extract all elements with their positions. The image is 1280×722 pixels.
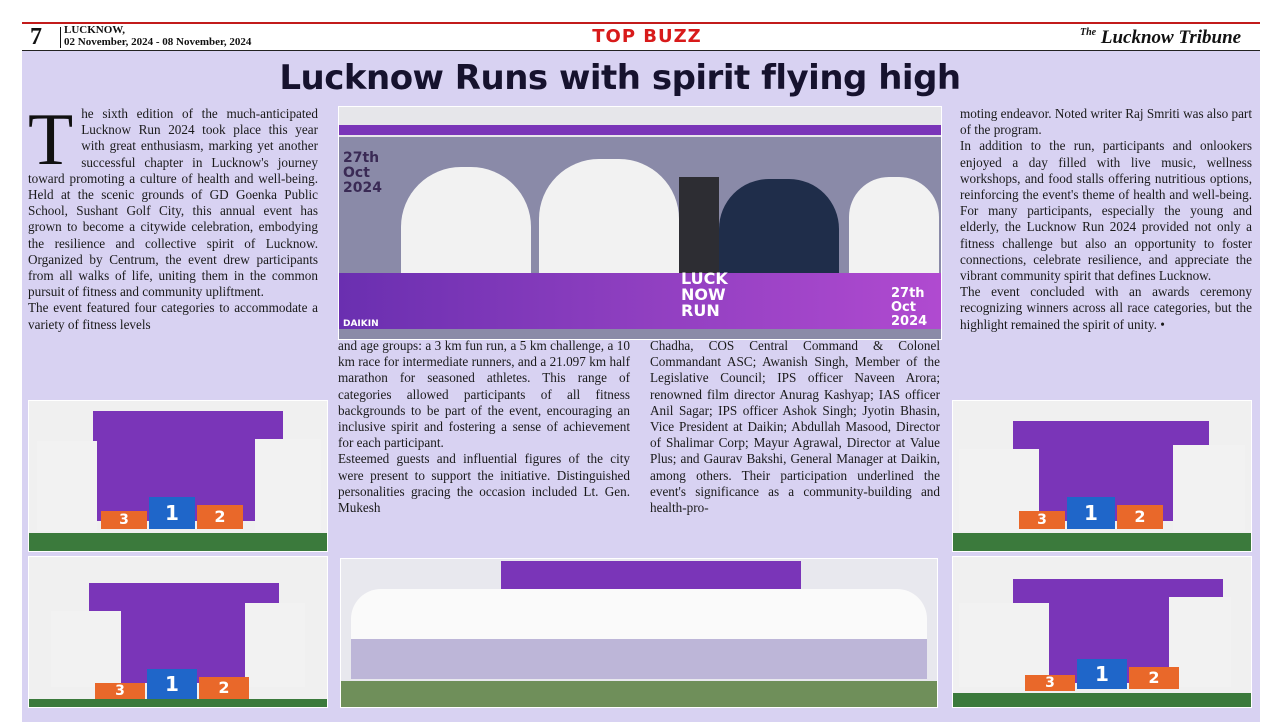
article-column-2 <box>338 338 630 550</box>
article-paragraph: The event featured four categories to accommodate a variety of fitness levels <box>28 300 318 332</box>
article-paragraph: he sixth edition of the much-anticipated Lucknow Run 2024 took place this year with great enthusiasm, marking yet another successful chapter in Lucknow's journey toward promoting a culture of health and well-being. Held at the scenic grounds of GD Goenka Public School, Sushant Golf City, this annual event has grown to become a citywide celebration, embodying the resilience and collective spirit of Lucknow. Organized by Centrum, the event drew participants from all walks of life, uniting them in the common pursuit of fitness and community upliftment. <box>28 106 318 300</box>
banner-date: 27th Oct 2024 <box>891 286 928 329</box>
page-number: 7 <box>30 24 42 50</box>
podium-third: 3 <box>101 511 147 529</box>
podium-third: 3 <box>1019 511 1065 529</box>
luck-now-run-banner <box>339 269 941 329</box>
article-paragraph: The event concluded with an awards ceremony recognizing winners across all race categories, but the highlight remained the spirit of unity. • <box>960 284 1252 332</box>
drop-cap: T <box>28 99 74 181</box>
podium-third: 3 <box>1025 675 1075 691</box>
podium-photo <box>28 400 328 552</box>
edition-dates: 02 November, 2024 - 08 November, 2024 <box>64 36 252 48</box>
article-paragraph: Esteemed guests and influential figures of the city were present to support the initiative. Distinguished personalities gracing the occasion included Lt. Gen. Mukesh <box>338 451 630 516</box>
banner-brand: LUCK NOW RUN <box>681 269 728 320</box>
podium-first: 1 <box>1067 497 1115 529</box>
main-photo <box>338 106 942 340</box>
podium-second: 2 <box>197 505 243 529</box>
group-photo <box>340 558 938 708</box>
podium-photo <box>952 400 1252 552</box>
podium-third: 3 <box>95 683 145 699</box>
podium-photo <box>28 556 328 708</box>
article-headline: Lucknow Runs with spirit flying high <box>279 58 961 98</box>
podium-photo <box>952 556 1252 708</box>
paper-title: Lucknow Tribune <box>1100 27 1242 48</box>
article-paragraph: Chadha, COS Central Command & Colonel Commandant ASC; Awanish Singh, Member of the Legislative Council; IPS officer Naveen Arora; renowned film director Anurag Kashyap; IAS officer Anil Sagar; IPS officer Ashok Singh; Jyotin Bhasin, Vice President at Daikin; Abdullah Masood, Director of Shalimar Corp; Mayur Agrawal, Director at Value Plus; and Gaurav Bakshi, General Manager at Daikin, among others. Their participation underlined the event's significance as a community-building and health-pro- <box>650 338 940 516</box>
sponsor-logo: DAIKIN <box>343 319 379 329</box>
masthead-divider <box>60 27 61 48</box>
article-column-3 <box>650 338 940 550</box>
article-paragraph: In addition to the run, participants and onlookers enjoyed a day filled with live music, wellness workshops, and food stalls offering nutritious options, reinforcing the event's theme of health and well-being. For many participants, especially the young and elderly, the Lucknow Run 2024 provided not only a fitness challenge but also an opportunity to foster connections, celebrate resilience, and appreciate the vibrant community spirit that defines Lucknow. <box>960 138 1252 284</box>
article-paragraph: moting endeavor. Noted writer Raj Smriti was also part of the program. <box>960 106 1252 138</box>
podium-second: 2 <box>199 677 249 699</box>
podium-first: 1 <box>147 669 197 699</box>
edition-city: LUCKNOW, <box>64 24 126 36</box>
podium-second: 2 <box>1117 505 1163 529</box>
section-title: TOP BUZZ <box>592 26 702 47</box>
article-paragraph: and age groups: a 3 km fun run, a 5 km challenge, a 10 km race for intermediate runners, and a 21.097 km half marathon for seasoned athletes. This range of categories allowed participants of all fitness backgrounds to be part of the event, encouraging an inclusive spirit and fostering a sense of achievement for each participant. <box>338 338 630 451</box>
article-column-1 <box>28 99 318 396</box>
article-column-4 <box>960 106 1252 396</box>
paper-prefix: The <box>1080 27 1097 38</box>
photo-date-top: 27th Oct 2024 <box>343 150 382 196</box>
podium-second: 2 <box>1129 667 1179 689</box>
podium-first: 1 <box>1077 659 1127 689</box>
paper-name <box>1080 27 1241 49</box>
podium-first: 1 <box>149 497 195 529</box>
